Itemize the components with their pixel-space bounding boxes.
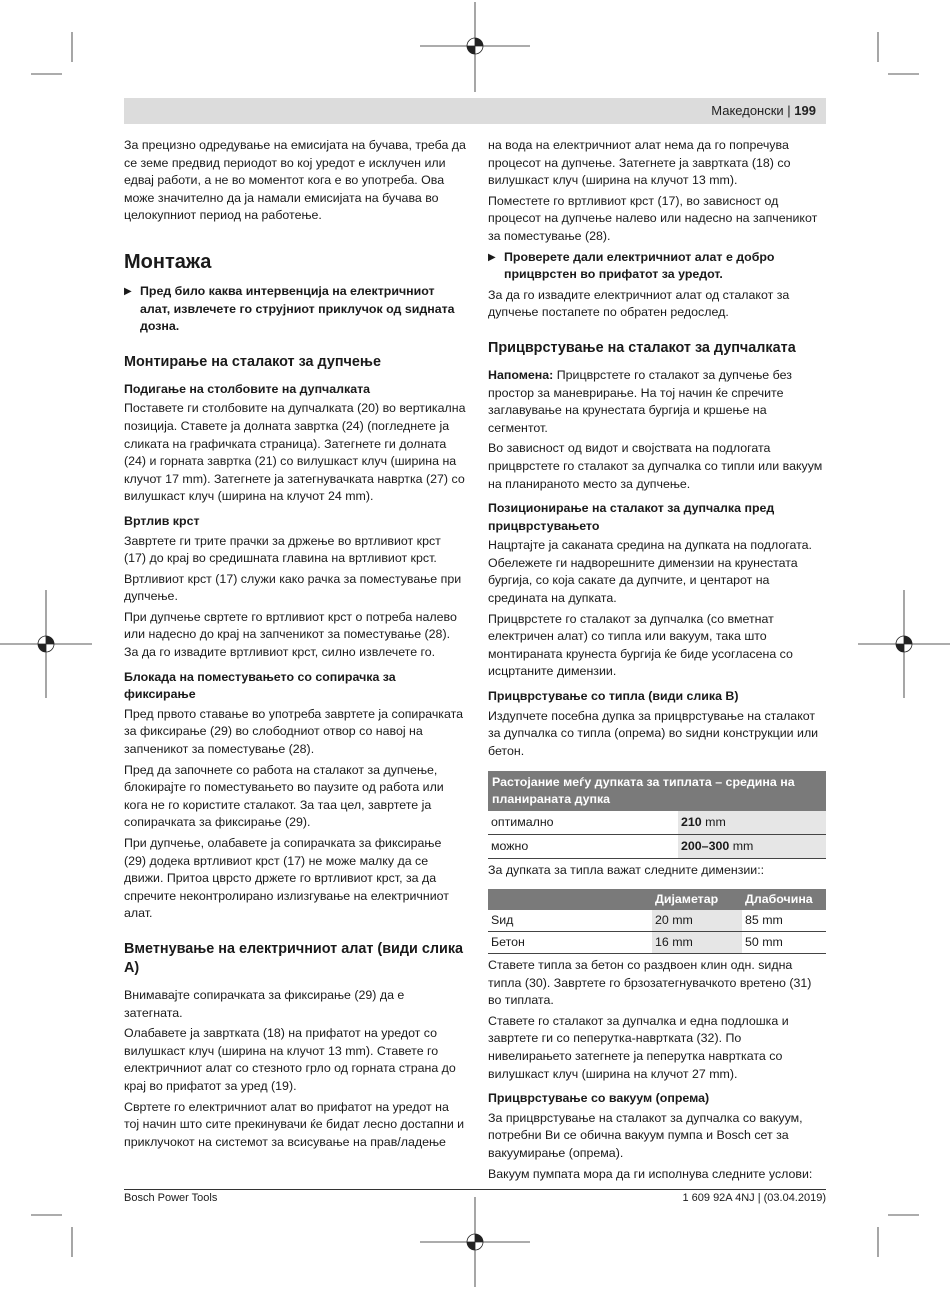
dimensions-table	[488, 889, 826, 954]
paragraph-dowel-2: Ставете типла за бетон со раздвоен клин одн. ѕидна типла (30). Завртете го брзозатегнувачкото вретено (31) во типлата.	[488, 958, 812, 1008]
paragraph-cross-1: Завртете ги трите прачки за држење во вртливиот крст (17) до крај во средишната главина на вртливиот крст.	[124, 533, 441, 566]
heading-lock: Блокада на поместувањето со сопирачка за фиксирање	[124, 669, 396, 702]
safety-warning	[124, 283, 466, 336]
table-cell: 85 mm	[742, 910, 826, 932]
table-row	[488, 910, 826, 932]
header-language: Македонски	[711, 103, 784, 118]
intro-paragraph: За прецизно одредување на емисијата на бучава, треба да се земе предвид периодот во кој уредот е исклучен или едвај работи, а не во моментот кога е во употреба. Ова може значително да ја намали емисијата на бучава во целокупниот период на работење.	[124, 138, 466, 223]
paragraph-vacuum-2: Вакуум пумпата мора да ги исполнува следните услови:	[488, 1166, 813, 1181]
table-cell: Бетон	[488, 932, 652, 954]
paragraph-continued-2: Поместете го вртливиот крст (17), во зависност од процесот на дупчење налево или надесно на запченикот за поместување (28).	[488, 193, 818, 243]
paragraph-insert-1: Внимавајте сопирачката за фиксирање (29) да е затегната.	[124, 987, 405, 1020]
heading-dowel: Прицврстување со типла (види слика B)	[488, 689, 739, 704]
paragraph-cross-3: При дупчење свртете го вртливиот крст о потреба налево или надесно до крај на запченикот за поместување (28). За да го извадите вртливиот крст, силно извлечете го.	[124, 609, 457, 660]
safety-warning-2	[488, 249, 826, 284]
paragraph-continued-1: на вода на електричниот алат нема да го попречува процесот на дупчење. Затегнете ја завртката (18) со вилушкаст клуч (ширина на клучот 13 mm).	[488, 138, 791, 188]
paragraph-pos-2: Прицврстете го сталакот за дупчалка (со вметнат електричен алат) со типла или вакуум, така што монтираната крунеста бургија ќе биде усогласена со исцртаните димензии.	[488, 611, 793, 679]
table-cell: 20 mm	[652, 910, 742, 932]
paragraph-dowel-3: Ставете го сталакот за дупчалка и една подлошка и завртете ги со пеперутка-навртката (32). По нивелирањето затегнете ја пеперутка навртката со вилушкаст клуч (ширина на клучот 27 mm).	[488, 1013, 789, 1081]
table-cell: 200–300 mm	[678, 835, 826, 859]
paragraph-columns: Поставете ги столбовите на дупчалката (20) во вертикална позиција. Ставете ја долната завртка (24) (погледнете ја сликата на графичката страница). Затегнете ги долната (24) и горната завртка (21) со вилушкаст клуч (ширина на клучот 17 mm). Затегнете ја затегнувачката навртка (27) со вилушкаст клуч (ширина на клучот 24 mm).	[124, 401, 466, 504]
paragraph-dowel-1: Издупчете посебна дупка за прицврстување на сталакот за дупчалка со типла (опрема) во ѕидни конструкции или бетон.	[488, 708, 819, 758]
table-row	[488, 835, 826, 859]
table-header-cell	[488, 889, 652, 910]
header-text: Македонски | 199	[711, 103, 816, 118]
heading-vacuum: Прицврстување со вакуум (опрема)	[488, 1091, 710, 1106]
warning-triangle-icon: ▶	[488, 251, 496, 263]
table-row	[488, 932, 826, 954]
footer-brand: Bosch Power Tools	[124, 1192, 218, 1204]
table-cell: оптимално	[488, 811, 678, 835]
table-cell: Ѕид	[488, 910, 652, 932]
paragraph-continued-3: За да го извадите електричниот алат од сталакот за дупчење постапете по обратен редослед.	[488, 287, 790, 320]
paragraph-pos-1: Нацртајте ја саканата средина на дупката на подлогата. Обележете ги надворешните димензии на крунестата бургија, со која сакате да дупчите, и центарот на средината на дупката.	[488, 538, 812, 606]
paragraph-lock-2: Пред да започнете со работа на сталакот за дупчење, блокирајте го поместувањето во паузите од работа или кога не го користите сталакот. За таа цел, завртете ја сопирачката за фиксирање (29).	[124, 762, 444, 830]
paragraph-insert-2: Олабавете ја завртката (18) на прифатот на уредот со вилушкаст клуч (ширина на клучот 13 mm). Ставете го електричниот алат со стезното грло од горната страна до крај во прифатот за уред (19).	[124, 1026, 456, 1093]
distance-table	[488, 771, 826, 859]
paragraph-insert-3: Свртете го електричниот алат во прифатот на уредот на тој начин што сите прекинувачи ќе бидат лесно достапни и приклучокот на системот за всисување на прав/ладење	[124, 1099, 465, 1149]
heading-cross: Вртлив крст	[124, 513, 200, 528]
paragraph-vacuum-1: За прицврстување на сталакот за дупчалка со вакуум, потребни Ви се обична вакуум пумпа и Bosch сет за вакуумирање (опрема).	[488, 1110, 803, 1160]
section-title-montaza: Монтажа	[124, 250, 212, 273]
subsection-title-fix: Прицврстување на сталакот за дупчалката	[488, 339, 796, 356]
paragraph-lock-3: При дупчење, олабавете ја сопирачката за фиксирање (29) додека вртливиот крст (17) не може малку да се движи. Притоа цврсто држете го вртливиот крст, за да спречите неконтролирано излизгување на електричниот алат.	[124, 836, 449, 921]
page-header	[124, 98, 826, 124]
note-paragraph	[488, 367, 826, 437]
footer-doc-id: 1 609 92A 4NJ | (03.04.2019)	[682, 1192, 826, 1204]
right-column	[488, 137, 826, 1186]
table-cell: можно	[488, 835, 678, 859]
table-header-cell: Длабочина	[742, 889, 826, 910]
note-label: Напомена:	[488, 367, 554, 382]
heading-columns: Подигање на столбовите на дупчалката	[124, 381, 371, 396]
subsection-title-insert: Вметнување на електричниот алат (види слика A)	[124, 940, 464, 976]
table-row	[488, 811, 826, 835]
table-cell: 210 mm	[678, 811, 826, 835]
page-number: 199	[794, 103, 816, 118]
paragraph-cross-2: Вртливиот крст (17) служи како рачка за поместување при дупчење.	[124, 571, 462, 604]
table-cell: 50 mm	[742, 932, 826, 954]
safety-warning-text: Пред било каква интервенција на електричниот алат, извлечете го струјниот приклучок од ѕидната дозна.	[140, 283, 455, 334]
footer-divider	[124, 1189, 826, 1190]
left-column	[124, 137, 466, 1154]
safety-warning-2-text: Проверете дали електричниот алат е добро прицврстен во прифатот за уредот.	[504, 249, 775, 282]
heading-positioning: Позиционирање на сталакот за дупчалка пред прицврстувањето	[488, 501, 775, 533]
paragraph-dims-intro: За дупката за типла важат следните димензии::	[488, 863, 765, 878]
paragraph-fix-2: Во зависност од видот и својствата на подлогата прицврстете го сталакот за дупчалка со типли или вакуум на планираното место за дупчење.	[488, 441, 823, 491]
warning-triangle-icon: ▶	[124, 285, 132, 297]
note-text: Прицврстете го сталакот за дупчење без простор за маневрирање. На тој начин ќе спречите заглавување на крунестата бургија и кршење на сегментот.	[488, 367, 792, 435]
distance-table-header: Растојание меѓу дупката за типлата – средина на планираната дупка	[488, 771, 826, 811]
paragraph-lock-1: Пред првото ставање во употреба завртете ја сопирачката за фиксирање (29) во слободниот отвор со навој на запченикот за поместување (28).	[124, 706, 464, 757]
subsection-title-stand: Монтирање на сталакот за дупчење	[124, 353, 381, 370]
table-cell: 16 mm	[652, 932, 742, 954]
table-header-cell: Дијаметар	[652, 889, 742, 910]
